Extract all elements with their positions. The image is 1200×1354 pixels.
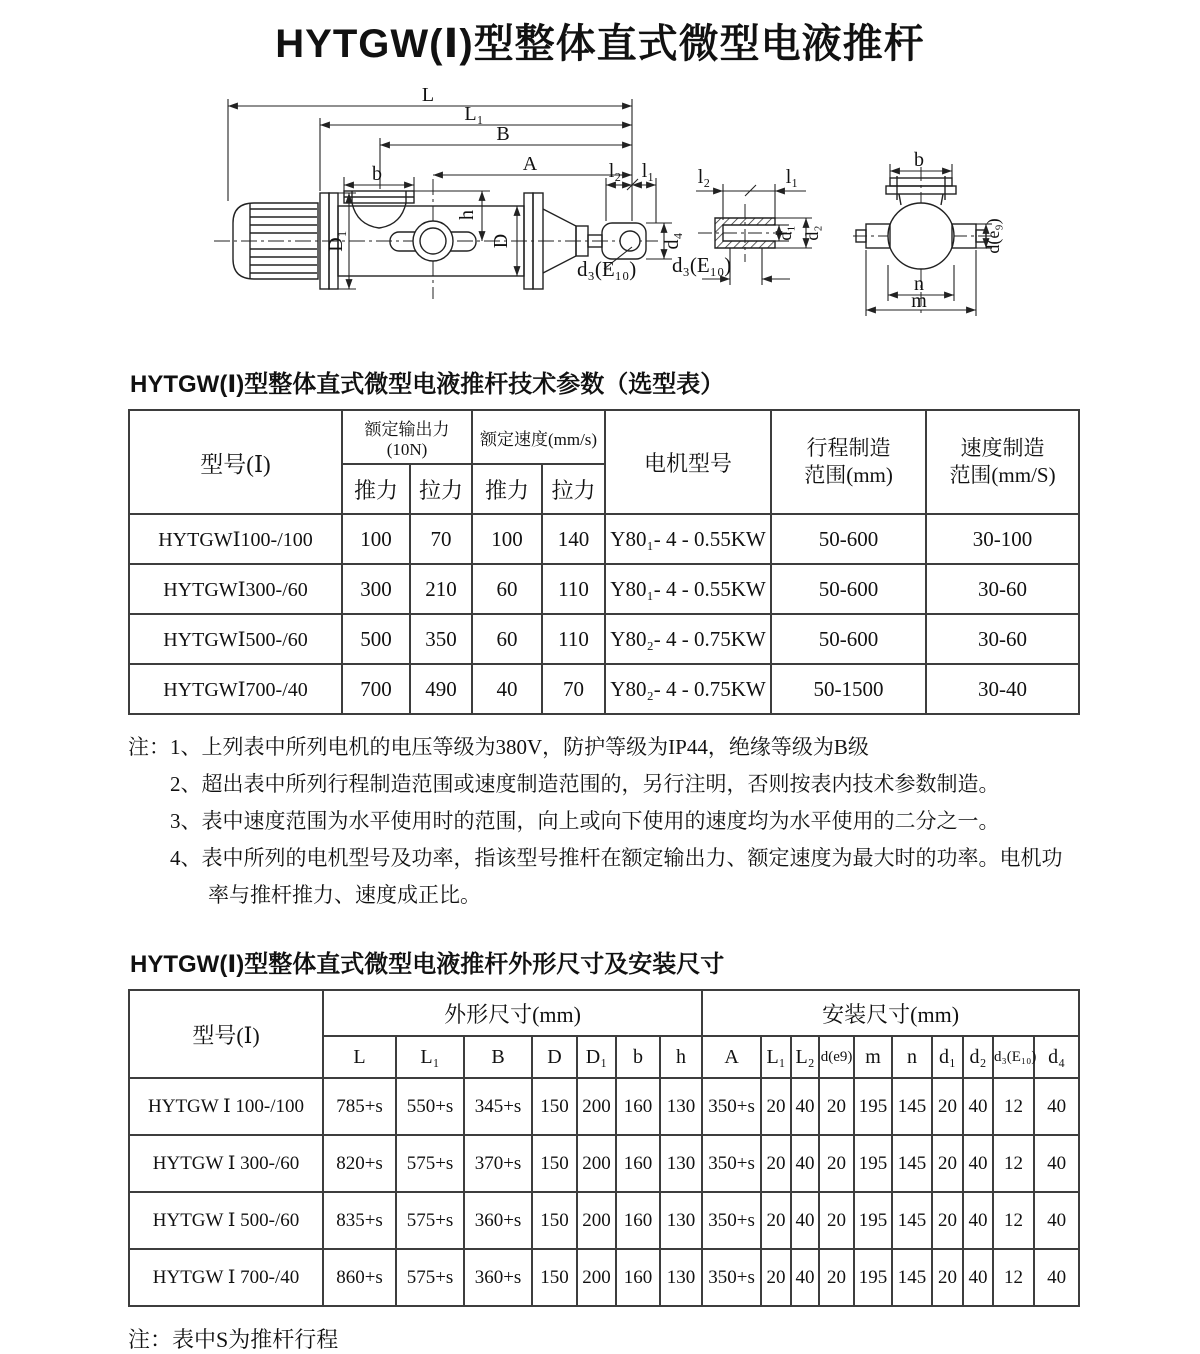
side-view [214,84,683,299]
table-row [129,564,1079,614]
cell-vpull: 70 [542,664,605,714]
cell: 40 [791,1192,819,1249]
dim-label-d3: d₃(E₁₀) [577,257,637,281]
note-line-4: 4、表中所列的电机型号及功率，指该型号推杆在额定输出力、额定速度为最大时的功率。电机功率与推杆推力、速度成正比。 [170,846,1063,907]
cell-push: 100 [342,514,410,564]
params-notes [128,729,1078,914]
cell: 350+s [702,1192,761,1249]
dim-label-sec-d3: d₃(E₁₀) [672,253,732,277]
dim-label-l1: l₁ [641,160,655,182]
cell-motor: Y80₁- 4 - 0.55KW [605,514,771,564]
cell-vpull: 140 [542,514,605,564]
col-header-d2: d₂ [963,1036,993,1078]
header-push-force: 推力 [342,464,410,514]
cell: 20 [819,1192,854,1249]
params-table [128,409,1080,715]
cell: 145 [892,1192,932,1249]
dim-label-end-m: m [911,290,927,312]
cell: 350+s [702,1078,761,1135]
cell: 20 [932,1078,963,1135]
cell: 130 [660,1249,702,1306]
dim-label-B: B [496,123,510,145]
note-line-2: 2、超出表中所列行程制造范围或速度制造范围的，另行注明，否则按表内技术参数制造。 [170,772,1000,796]
cell: 20 [819,1078,854,1135]
cell: 40 [791,1135,819,1192]
cell: 360+s [464,1249,532,1306]
cell: 40 [1034,1078,1079,1135]
table-row [129,1135,1079,1192]
cell: 12 [993,1249,1034,1306]
table-row [129,1078,1079,1135]
cell-speed: 30-60 [926,564,1079,614]
cell-pull: 490 [410,664,472,714]
cell-speed: 30-60 [926,614,1079,664]
cell: 200 [577,1078,616,1135]
dim-label-sec-l1: l₁ [785,166,799,188]
col-header-D: D [532,1036,577,1078]
content-area [128,364,1078,1354]
cell-model: HYTGW Ⅰ 300-/60 [129,1135,323,1192]
cell-motor: Y80₂- 4 - 0.75KW [605,664,771,714]
cell: 350+s [702,1135,761,1192]
cell: 40 [963,1192,993,1249]
cell: 160 [616,1135,660,1192]
technical-drawing [0,73,1200,348]
dim-label-l2: l₂ [608,160,622,182]
cell: 145 [892,1249,932,1306]
cell: 40 [963,1249,993,1306]
dim-label-L1: L₁ [464,103,484,125]
cell: 160 [616,1249,660,1306]
cell-vpush: 60 [472,614,542,664]
cell: 195 [854,1249,892,1306]
section-view [672,166,822,285]
cell: 150 [532,1078,577,1135]
cell: 20 [761,1135,791,1192]
col-header-B: B [464,1036,532,1078]
header-stroke-range [771,410,926,514]
cell: 12 [993,1135,1034,1192]
end-view [853,149,1004,317]
notes-label: 注： [128,735,170,759]
cell: 160 [616,1078,660,1135]
col-header-D1: D₁ [577,1036,616,1078]
table-row [129,1249,1079,1306]
cell: 20 [932,1135,963,1192]
params-section-heading: HYTGW(Ⅰ)型整体直式微型电液推杆技术参数（选型表） [130,371,725,398]
cell: 150 [532,1135,577,1192]
table-row [129,1192,1079,1249]
cell-stroke: 50-600 [771,514,926,564]
cell-stroke: 50-600 [771,614,926,664]
dims-section-heading: HYTGW(Ⅰ)型整体直式微型电液推杆外形尺寸及安装尺寸 [130,951,725,978]
dim-label-sec-d2: d₂ [802,225,822,241]
cell: 130 [660,1192,702,1249]
cell: 145 [892,1078,932,1135]
table-row [129,514,1079,564]
cell-stroke: 50-600 [771,564,926,614]
col-header-d1: d₁ [932,1036,963,1078]
header-rated-force: 额定输出力(10N) [342,410,472,464]
cell: 200 [577,1135,616,1192]
cell-vpush: 100 [472,514,542,564]
cell: 785+s [323,1078,396,1135]
cell: 20 [932,1192,963,1249]
cell: 12 [993,1078,1034,1135]
table-row [129,614,1079,664]
header-install-group: 安装尺寸(mm) [702,990,1079,1036]
cell: 40 [791,1249,819,1306]
cell-speed: 30-100 [926,514,1079,564]
header-model: 型号(Ⅰ) [129,410,342,514]
cell: 40 [963,1135,993,1192]
cell: 200 [577,1249,616,1306]
dim-label-D1: D₁ [325,230,347,252]
cell: 550+s [396,1078,464,1135]
cell: 20 [932,1249,963,1306]
cell: 40 [963,1078,993,1135]
cell-vpull: 110 [542,614,605,664]
dim-label-b: b [372,163,382,185]
col-header-b: b [616,1036,660,1078]
cell: 160 [616,1192,660,1249]
cell: 20 [819,1249,854,1306]
header-speed-range [926,410,1079,514]
dim-label-end-n: n [914,273,924,295]
note-line-3: 3、表中速度范围为水平使用时的范围，向上或向下使用的速度均为水平使用的二分之一。 [170,809,1000,833]
cell: 40 [1034,1135,1079,1192]
cell: 575+s [396,1192,464,1249]
cell-push: 700 [342,664,410,714]
dim-label-A: A [522,153,538,175]
col-header-L: L [323,1036,396,1078]
col-header-L2: L₂ [791,1036,819,1078]
header-pull-speed: 拉力 [542,464,605,514]
dim-label-sec-d1: d₁ [775,225,795,241]
header-rated-speed: 额定速度(mm/s) [472,410,605,464]
cell: 820+s [323,1135,396,1192]
header-speed-range-line1: 速度制造 [960,436,1045,460]
dim-label-h: h [456,210,478,220]
dim-label-end-de9: d(e₉) [983,218,1003,254]
dimensions-table [128,989,1080,1307]
cell: 195 [854,1078,892,1135]
cell: 860+s [323,1249,396,1306]
header-stroke-range-line2: 范围(mm) [804,463,893,487]
header-model: 型号(Ⅰ) [129,990,323,1078]
cell: 40 [791,1078,819,1135]
cell: 150 [532,1249,577,1306]
cell-pull: 350 [410,614,472,664]
stroke-note: 注：表中S为推杆行程 [128,1327,339,1352]
cell: 130 [660,1078,702,1135]
cell: 370+s [464,1135,532,1192]
header-pull-force: 拉力 [410,464,472,514]
header-motor-model: 电机型号 [605,410,771,514]
cell: 20 [761,1249,791,1306]
dimension-drawing-svg [0,73,1200,343]
cell: 350+s [702,1249,761,1306]
cell: 575+s [396,1135,464,1192]
cell-push: 500 [342,614,410,664]
cell: 40 [1034,1249,1079,1306]
table-row [129,664,1079,714]
cell-vpush: 40 [472,664,542,714]
cell: 835+s [323,1192,396,1249]
cell: 575+s [396,1249,464,1306]
cell: 345+s [464,1078,532,1135]
header-stroke-range-line1: 行程制造 [806,436,891,460]
dim-label-sec-l2: l₂ [697,166,711,188]
cell-motor: Y80₁- 4 - 0.55KW [605,564,771,614]
cell-pull: 210 [410,564,472,614]
cell-push: 300 [342,564,410,614]
dim-label-L: L [421,84,435,106]
cell: 130 [660,1135,702,1192]
dim-label-D: D [490,233,512,249]
col-header-A: A [702,1036,761,1078]
cell-vpush: 60 [472,564,542,614]
cell-model: HYTGWⅠ100-/100 [129,514,342,564]
cell-vpull: 110 [542,564,605,614]
dim-label-d4: d₄ [661,232,683,250]
cell-model: HYTGWⅠ700-/40 [129,664,342,714]
cell: 150 [532,1192,577,1249]
header-push-speed: 推力 [472,464,542,514]
col-header-m: m [854,1036,892,1078]
page-title: HYTGW(Ⅰ)型整体直式微型电液推杆 [275,22,925,66]
col-header-de9: d(e9) [819,1036,854,1078]
header-outline-group: 外形尺寸(mm) [323,990,702,1036]
col-header-n: n [892,1036,932,1078]
col-header-d4: d₄ [1034,1036,1079,1078]
cell: 145 [892,1135,932,1192]
end-view-body [856,176,986,269]
cell: 40 [1034,1192,1079,1249]
note-text: 1、上列表中所列电机的电压等级为380V，防护等级为IP44，绝缘等级为B级 [170,735,869,759]
dim-label-end-b: b [914,149,924,171]
cell: 195 [854,1192,892,1249]
cell-model: HYTGW Ⅰ 700-/40 [129,1249,323,1306]
col-header-L1: L₁ [396,1036,464,1078]
cell-motor: Y80₂- 4 - 0.75KW [605,614,771,664]
cell: 12 [993,1192,1034,1249]
cell-model: HYTGW Ⅰ 100-/100 [129,1078,323,1135]
cell: 20 [819,1135,854,1192]
cell-model: HYTGW Ⅰ 500-/60 [129,1192,323,1249]
cell: 195 [854,1135,892,1192]
cell-stroke: 50-1500 [771,664,926,714]
col-header-L1-install: L₁ [761,1036,791,1078]
col-header-h: h [660,1036,702,1078]
cell: 200 [577,1192,616,1249]
header-speed-range-line2: 范围(mm/S) [949,463,1056,487]
cell-speed: 30-40 [926,664,1079,714]
cell-pull: 70 [410,514,472,564]
cell: 20 [761,1192,791,1249]
cell: 20 [761,1078,791,1135]
cell-model: HYTGWⅠ500-/60 [129,614,342,664]
cell-model: HYTGWⅠ300-/60 [129,564,342,614]
col-header-d3E10: d₃(E₁₀) [993,1036,1034,1078]
note-line-1 [128,729,1078,766]
cell: 360+s [464,1192,532,1249]
